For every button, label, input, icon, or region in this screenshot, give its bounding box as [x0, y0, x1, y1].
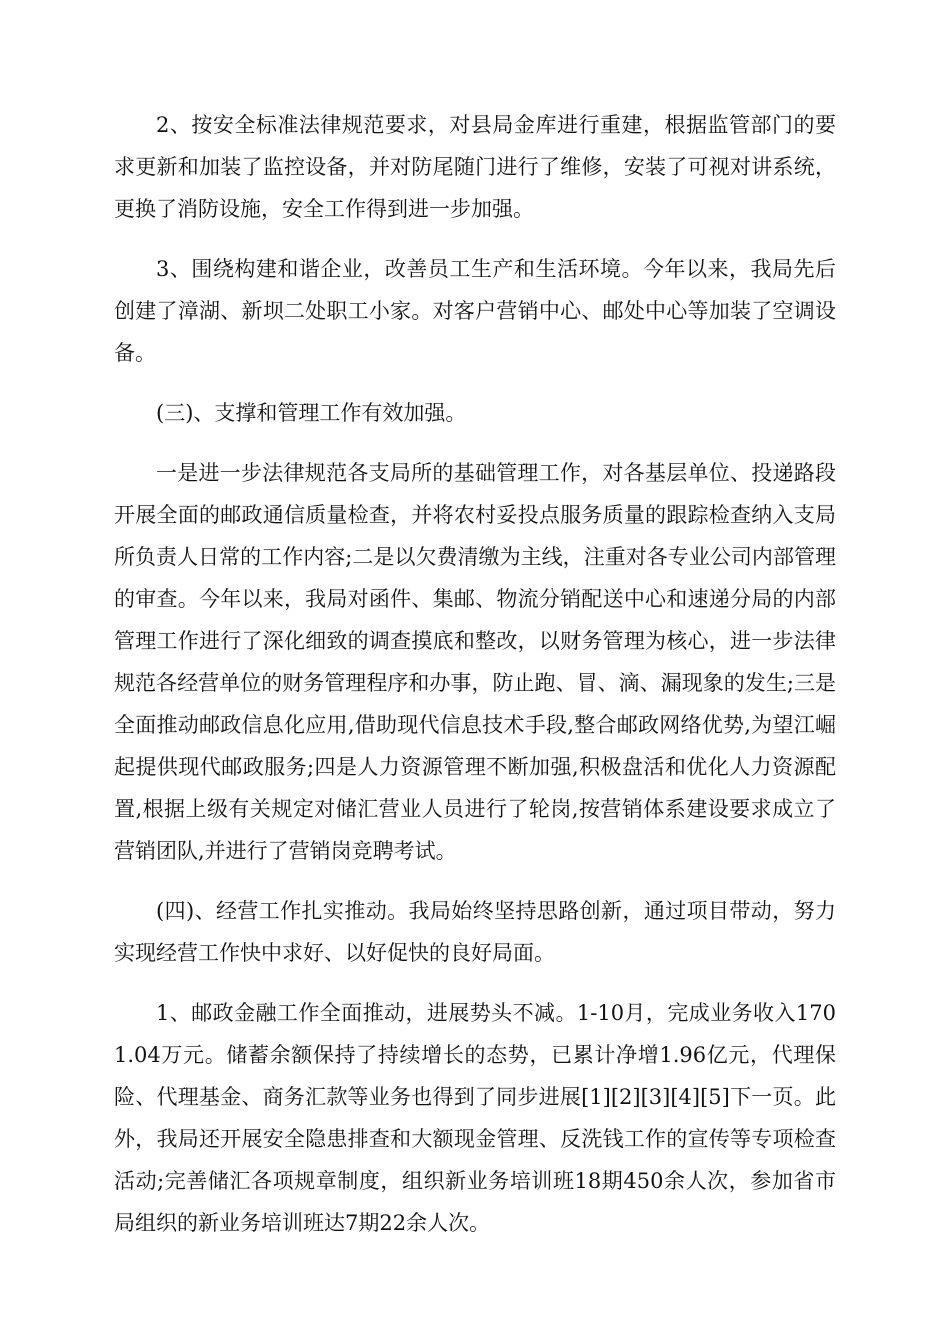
section-heading-support-management: (三)、支撑和管理工作有效加强。 — [156, 401, 467, 425]
paragraph-management-details: 一是进一步法律规范各支局所的基础管理工作，对各基层单位、投递路段开展全面的邮政通信质量检查，并将农村妥投点服务质量的跟踪检查纳入支局所负责人日常的工作内容;二是以欠费清缴为主线，注重对各专业公司内部管理的审查。今年以来，我局对函件、集邮、物流分销配送中心和速递分局的内部管理工作进行了深化细致的调查摸底和整改，以财务管理为核心，进一步法律规范各经营单位的财务管理程序和办事，防止跑、冒、滴、漏现象的发生;三是全面推动邮政信息化应用,借助现代信息技术手段,整合邮政网络优势,为望江崛起提供现代邮政服务;四是人力资源管理不断加强,积极盘活和优化人力资源配置,根据上级有关规定对储汇营业人员进行了轮岗,按营销体系建设要求成立了营销团队,并进行了营销岗竞聘考试。 — [114, 461, 836, 863]
section-heading-operations: (四)、经营工作扎实推动。我局始终坚持思路创新，通过项目带动，努力实现经营工作快中求好、以好促快的良好局面。 — [114, 899, 836, 965]
paragraph-postal-finance: 1、邮政金融工作全面推动，进展势头不减。1-10月，完成业务收入1701.04万元。储蓄余额保持了持续增长的态势，已累计净增1.96亿元，代理保险、代理基金、商务汇款等业务也得到了同步进展[1][2][3][4][5]下一页。此外，我局还开展安全隐患排查和大额现金管理、反洗钱工作的宣传等专项检查活动;完善储汇各项规章制度，组织新业务培训班18期450余人次，参加省市局组织的新业务培训班达7期22余人次。 — [114, 1001, 836, 1235]
paragraph-security-rebuild: 2、按安全标准法律规范要求，对县局金库进行重建，根据监管部门的要求更新和加装了监控设备，并对防尾随门进行了维修，安装了可视对讲系统，更换了消防设施，安全工作得到进一步加强。 — [114, 113, 836, 221]
paragraph-harmonious-enterprise: 3、围绕构建和谐企业，改善员工生产和生活环境。今年以来，我局先后创建了漳湖、新坝二处职工小家。对客户营销中心、邮处中心等加装了空调设备。 — [114, 257, 836, 365]
document-body — [114, 104, 836, 1262]
